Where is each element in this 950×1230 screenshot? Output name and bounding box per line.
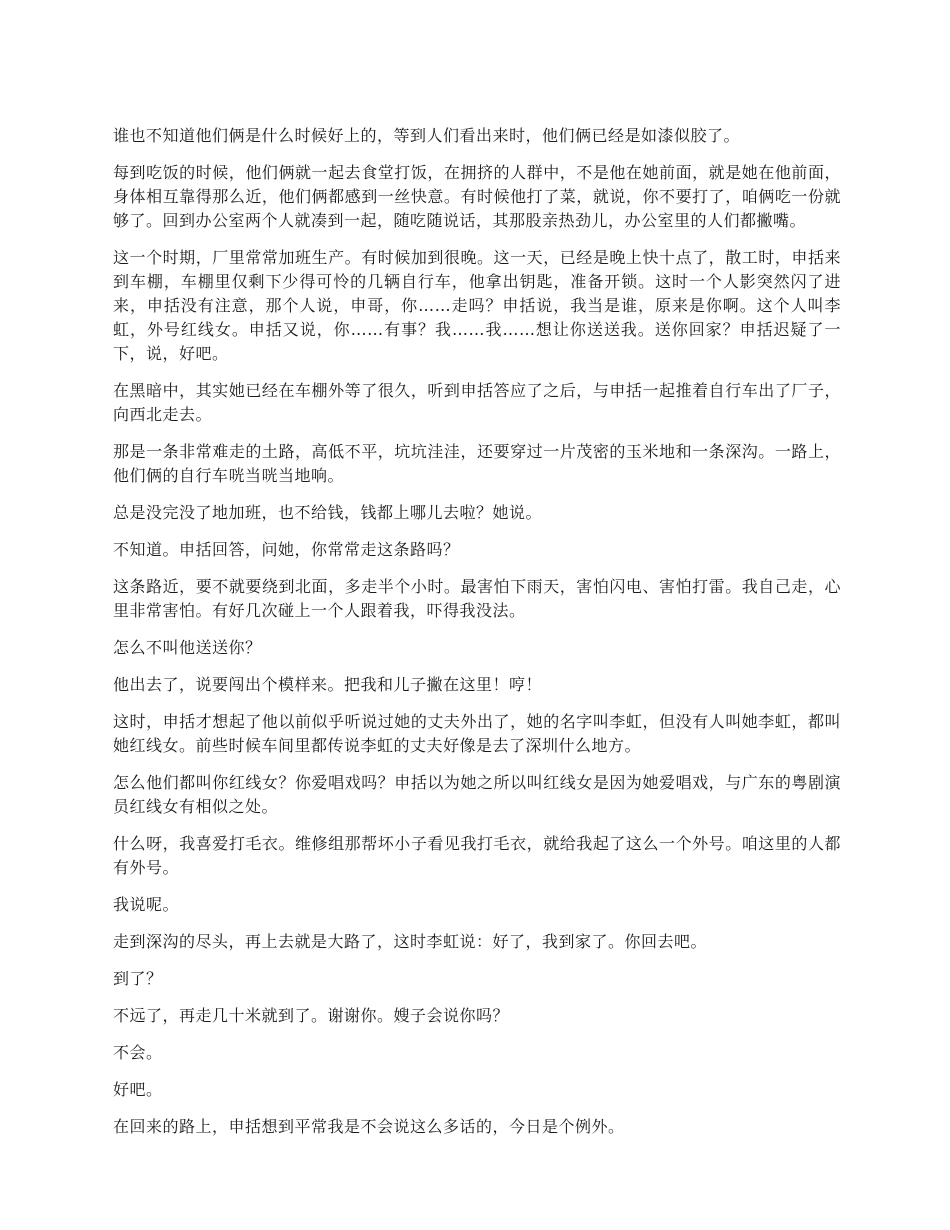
paragraph: 他出去了，说要闯出个模样来。把我和儿子撇在这里！哼！ — [113, 675, 543, 694]
paragraph: 不知道。申括回答，问她，你常常走这条路吗？ — [113, 540, 460, 559]
paragraph: 怎么不叫他送送你？ — [113, 638, 262, 657]
paragraph: 怎么他们都叫你红线女？你爱唱戏吗？申括以为她之所以叫红线女是因为她爱唱戏，与广东的粤剧演员红线女有相似之处。 — [113, 773, 841, 816]
paragraph: 到了？ — [113, 969, 163, 988]
paragraph: 走到深沟的尽头，再上去就是大路了，这时李虹说：好了，我到家了。你回去吧。 — [113, 932, 708, 951]
paragraph: 在回来的路上，申括想到平常我是不会说这么多话的，今日是个例外。 — [113, 1117, 625, 1136]
paragraph: 不会。 — [113, 1043, 163, 1062]
paragraph: 这条路近，要不就要绕到北面，多走半个小时。最害怕下雨天，害怕闪电、害怕打雷。我自己走，心里非常害怕。有好几次碰上一个人跟着我，吓得我没法。 — [113, 577, 841, 620]
paragraph: 每到吃饭的时候，他们俩就一起去食堂打饭，在拥挤的人群中，不是他在她前面，就是她在他前面，身体相互靠得那么近，他们俩都感到一丝快意。有时候他打了菜，就说，你不要打了，咱俩吃一份就够了。回到办公室两个人就凑到一起，随吃随说话，其那股亲热劲儿，办公室里的人们都撇嘴。 — [113, 163, 841, 230]
paragraph: 不远了，再走几十米就到了。谢谢你。嫂子会说你吗？ — [113, 1006, 510, 1025]
paragraph: 我说呢。 — [113, 895, 180, 914]
paragraph: 这一个时期，厂里常常加班生产。有时候加到很晚。这一天，已经是晚上快十点了，散工时，申括来到车棚，车棚里仅剩下少得可怜的几辆自行车，他拿出钥匙，准备开锁。这时一个人影突然闪了进来，申括没有注意，那个人说，申哥，你……走吗？申括说，我当是谁，原来是你啊。这个人叫李虹，外号红线女。申括又说，你……有事？我……我……想让你送送我。送你回家？申括迟疑了一下，说，好吧。 — [113, 248, 841, 363]
document-body — [113, 124, 841, 1152]
paragraph: 那是一条非常难走的土路，高低不平，坑坑洼洼，还要穿过一片茂密的玉米地和一条深沟。一路上，他们俩的自行车咣当咣当地响。 — [113, 442, 841, 485]
paragraph: 在黑暗中，其实她已经在车棚外等了很久，听到申括答应了之后，与申括一起推着自行车出了厂子，向西北走去。 — [113, 381, 841, 424]
paragraph: 谁也不知道他们俩是什么时候好上的，等到人们看出来时，他们俩已经是如漆似胶了。 — [113, 126, 741, 145]
paragraph: 什么呀，我喜爱打毛衣。维修组那帮坏小子看见我打毛衣，就给我起了这么一个外号。咱这里的人都有外号。 — [113, 834, 841, 877]
paragraph: 这时，申括才想起了他以前似乎听说过她的丈夫外出了，她的名字叫李虹，但没有人叫她李虹，都叫她红线女。前些时候车间里都传说李虹的丈夫好像是去了深圳什么地方。 — [113, 712, 841, 755]
paragraph: 总是没完没了地加班，也不给钱，钱都上哪儿去啦？她说。 — [113, 503, 543, 522]
paragraph: 好吧。 — [113, 1080, 163, 1099]
